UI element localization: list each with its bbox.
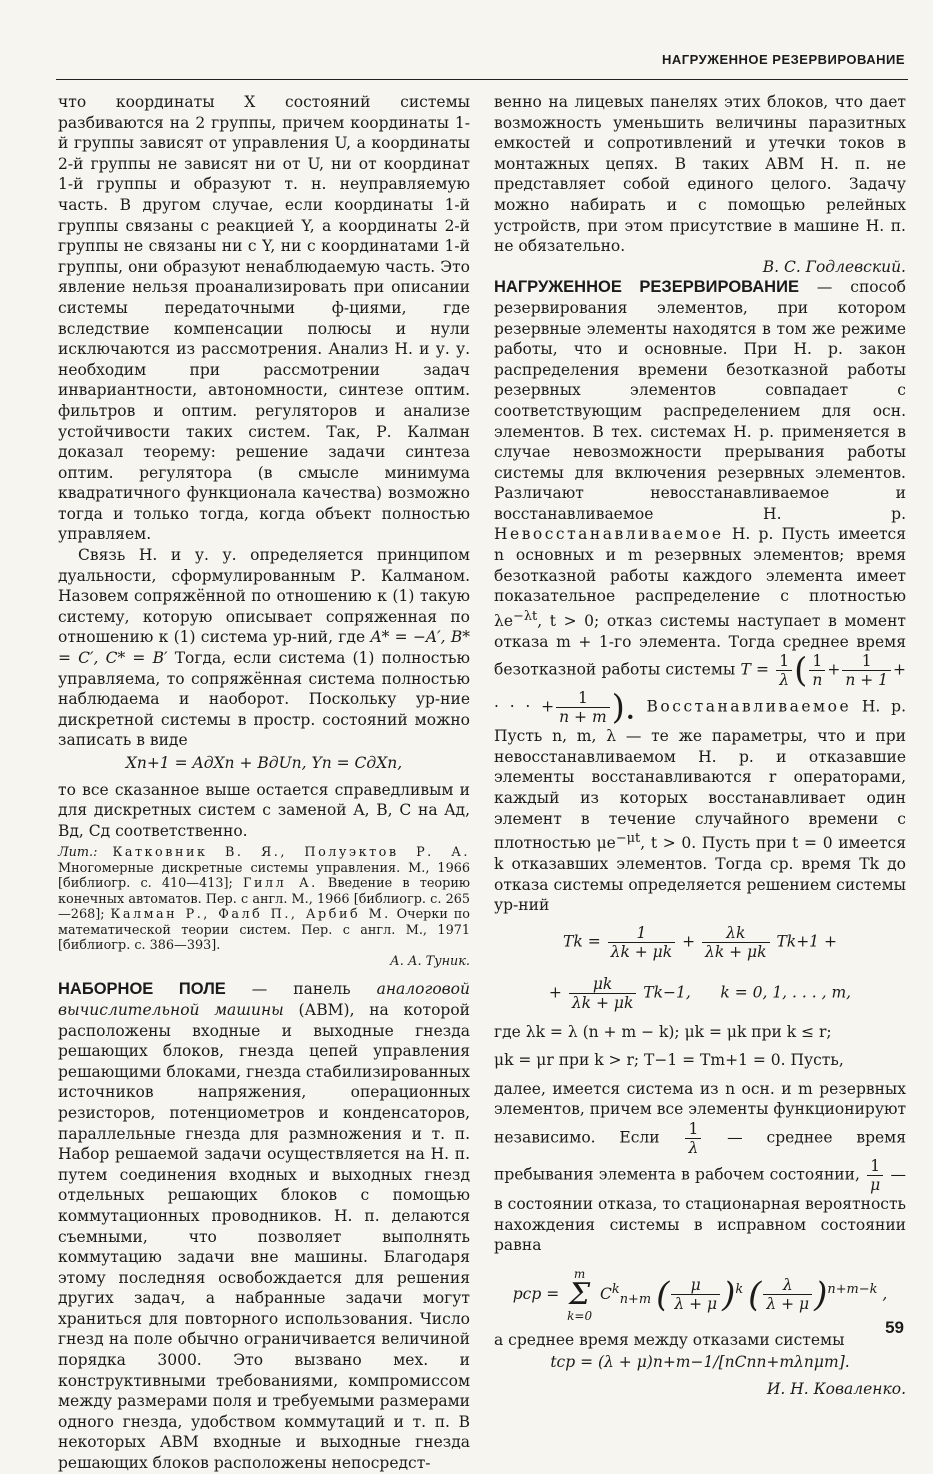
Tk-term-3: Tk−1,: [643, 983, 691, 1002]
lit-signature: А. А. Туник.: [390, 953, 470, 969]
paragraph-nabor-continued: венно на лицевых панелях этих блоков, что дает возможность уменьшить величины паразитных емкостей и сопротивлений и утечки токов в монтажных цепях. В таких АВМ Н. п. не представляет собой единого целого. Задачу можно набирать и с помощью релейных устройств, при этом присутствие в машине Н. п. не обязательно.: [494, 93, 906, 256]
fraction-1-n1: $\frac{1}{n + 1}$: [842, 652, 891, 689]
equation-Tk: Tk = $\frac{1}{\lambda k + \mu k}$ + $\frac{\lambda k}{\lambda k + \mu k}$ Tk+1 +: [563, 923, 837, 961]
fraction-1-n: $\frac{1}{n}$: [809, 652, 825, 689]
paragraph-duality: [58, 545, 470, 751]
paragraph-independent: [494, 1079, 906, 1256]
fraction-1-nm: $\frac{1}{n + m}$: [556, 689, 610, 726]
nagr-exp-2: −μt: [615, 831, 641, 847]
nagr-text-7: — среднее время пребывания элемента в рабочем состоянии,: [494, 1128, 906, 1184]
Tk-range: k = 0, 1, . . . , m,: [720, 983, 852, 1002]
duality-formula: A* = −A′, B* = C′, C* = B′: [58, 628, 470, 668]
nagr-text-2: Н. р. Пусть имеется n основных и m резервных элементов; время безотказной работы каждого элемента имеет показательное распределение с плотностью λe: [494, 525, 906, 630]
right-column: [494, 92, 906, 1400]
header-rule: [56, 79, 908, 80]
nagr-exp-1: −λt: [513, 608, 538, 624]
duality-text-b: Тогда, если система (1) полностью управляема, то сопряжённая система полностью наблюдаема и наоборот. Поскольку ур-ние дискретной системы в простр. состояний можно записать в виде: [58, 649, 470, 750]
binomial-C: C: [600, 1284, 612, 1303]
Tk-fraction-3: $\frac{\mu k}{\lambda k + \mu k}$: [569, 975, 637, 1012]
equation-Tk-line2: + $\frac{\mu k}{\lambda k + \mu k}$ Tk−1, k = 0, 1, . . . , m,: [548, 974, 852, 1012]
duality-text-a: Связь Н. и у. у. определяется принципом дуальности, сформулированным Р. Калманом. Назовем сопряжённой по отношению к (1) такую систему, которую описывает сопряженная по отношению к (1) система ур-ний, где: [58, 546, 470, 647]
signature-kovalenko: И. Н. Коваленко.: [766, 1380, 906, 1399]
paren-close: ).: [611, 687, 636, 728]
sum-symbol: m Σ k=0: [567, 1266, 593, 1323]
nagr-vosst: Восстанавливаемое: [646, 697, 852, 716]
paragraph-discrete: то все сказанное выше остается справедливым и для дискретных систем с заменой A, B, C на Aд, Bд, Cд соответственно.: [58, 780, 470, 840]
nabor-dash: — панель: [225, 980, 377, 999]
nagr-text-3: , t > 0; отказ системы наступает в момент отказа m + 1-го элемента. Тогда среднее время безотказной работы системы: [494, 612, 906, 679]
paren-open: (: [794, 650, 808, 691]
fraction-1-lambda-b: $\frac{1}{\lambda}$: [685, 1120, 701, 1157]
Tk-fraction-2: $\frac{\lambda k}{\lambda k + \mu k}$: [702, 924, 770, 961]
headword-nagruzhennoe: НАГРУЖЕННОЕ РЕЗЕРВИРОВАНИЕ: [494, 278, 799, 297]
lit-label: Лит.:: [58, 845, 98, 861]
p-cp-lhs: pср =: [512, 1284, 560, 1303]
lit-text-1: Многомерные дискретные системы управления. М., 1966 [библиогр. с. 410—413];: [58, 860, 470, 892]
nagr-text-8: — в состоянии отказа, то стационарная вероятность нахождения системы в исправном состоянии равна: [494, 1165, 906, 1255]
fraction-1-mu: $\frac{1}{\mu}$: [867, 1157, 883, 1194]
discrete-system-formula: Xn+1 = AдXn + BдUn, Yn = CдXn,: [125, 754, 403, 772]
lit-text-2: Введение в теорию конечных автоматов. Пер. с англ. М., 1966 [библиогр. с. 265—268];: [58, 876, 470, 923]
T-lhs: T =: [740, 660, 769, 679]
entry-nagruzhennoe: НАГРУЖЕННОЕ РЕЗЕРВИРОВАНИЕ — способ резервирования элементов, при котором резервные элементы находятся в том же режиме работы, что и основные. При Н. р. закон распределения времени безотказной работы резервных элементов совпадает с соответствующим распределением для осн. элементов. В тех. системах Н. р. применяется в случае невозможности прерывания работы системы для включения резервных элементов. Различают невосстанавливаемое и восстанавливаемое Н. р. Невосстанавливаемое Н. р. Пусть имеется n основных и m резервных элементов; время безотказной работы каждого элемента имеет показательное распределение с плотностью $\lambda e^{-\lambda t}$, t > 0; отказ системы наступает в момент отказа m + 1-го элемента. Тогда среднее время безотказной работы системы T = $\frac{1}{\lambda}$ ( $\frac{1}{n}$ + $\frac{1}{n + 1}$ + · · · + $\frac{1}{n + m}$ ). Восстанавливаемое Н. р. Пусть n, m, λ — те же параметры, что и при невосстанавливаемом Н. р. и отказавшие элементы восстанавливаются r операторами, каждый из которых восстанавливает один элемент в течение случайного времени с плотностью $\mu e^{-\mu t}$, t > 0. Пусть при t = 0 имеется k отказавших элементов. Тогда ср. время Tk до отказа системы определяется решением системы ур-ний: [494, 278, 906, 915]
lit-author-2: Гилл А.: [243, 876, 318, 892]
lit-author-3: Калман Р., Фалб П., Арбиб М.: [110, 907, 391, 923]
where-line-1: где λk = λ (n + m − k); μk = μk при k ≤ r;: [494, 1022, 832, 1041]
nabor-italic: аналоговой вычислительной машины: [58, 980, 470, 1019]
entry-nabor-pole: [58, 979, 470, 1473]
bibliography: [58, 845, 470, 969]
dots: + · · · +: [494, 660, 906, 716]
Tk-lhs: Tk =: [563, 932, 601, 951]
paragraph-observability: что координаты X состояний системы разбиваются на 2 группы, причем координаты 1-й группы зависят от управления U, а координаты 2-й группы не зависят ни от U, ни от координат 1-й группы и образуют т. н. неуправляемую часть. В другом случае, если координаты 1-й группы связаны с реакцией Y, а координаты 2-й группы не связаны ни с Y, ни с координатами 1-й группы, они образуют ненаблюдаемую часть. Это явление нельзя проанализировать при описании системы передаточными ф-циями, где вследствие компенсации полюсы и нули исключаются из рассмотрения. Анализ Н. и у. у. необходим при рассмотрении задач инвариантности, автономности, синтезе оптим. фильтров и оптим. регуляторов и анализе устойчивости таких систем. Так, Р. Калман доказал теорему: решение задачи синтеза оптим. регулятора (в смысле минимума квадратичного функционала качества) возможно тогда и только тогда, когда объект полностью управляем.: [58, 93, 470, 544]
lit-author-1: Катковник В. Я., Полуэктов Р. А.: [112, 845, 470, 861]
nagr-text-5: , t > 0. Пусть при t = 0 имеется k отказавших элементов. Тогда ср. время Tk до отказа системы определяется решением системы ур-ний: [494, 834, 906, 915]
paragraph-mean-time: а среднее время между отказами системы: [494, 1330, 845, 1349]
running-title: НАГРУЖЕННОЕ РЕЗЕРВИРОВАНИЕ: [661, 52, 905, 67]
equation-p-cp: pср = m Σ k=0 $C^k_{n+m}$ ( $\frac{\mu}{\lambda + \mu}$ )$^k$ ( $\frac{\lambda}{\lambda + \mu}$ )$^{n+m-k}$ ,: [512, 1266, 888, 1323]
nagr-text-4: Н. р. Пусть n, m, λ — те же параметры, что и при невосстанавливаемом Н. р. и отказавшие элементы восстанавливаются r операторами, каждый из которых восстанавливает один элемент в течение случайного времени с плотностью μe: [494, 697, 906, 853]
where-line-2: μk = μr при k > r; T−1 = Tm+1 = 0. Пусть,: [494, 1051, 844, 1070]
nagr-nevosst: Невосстанавливаемое: [494, 525, 724, 544]
nabor-body: (АВМ), на которой расположены входные и выходные гнезда решающих блоков, гнезда цепей управления решающими блоками, гнезда стабилизированных источников напряжения, операционных резисторов, потенциометров и конденсаторов, параллельные гнезда для размножения и т. п. Набор решаемой задачи осуществляется на Н. п. путем соединения входных и выходных гнезд отдельных решающих блоков с помощью коммутационных проводников. Н. п. делаются съемными, что позволяет выполнять коммутацию задачи вне машины. Благодаря этому последняя освобождается для решения других задач, а набранные задачи могут храниться для повторного использования. Число гнезд на поле обычно ограничивается величиной порядка 3000. Это вызвано мех. и конструктивными требованиями, компромиссом между размерами поля и требуемыми размерами одного гнезда, удобством коммутаций и т. п. В некоторых АВМ входные и выходные гнезда решающих блоков расположены непосредст-: [58, 1000, 470, 1473]
signature-godlevsky: В. С. Годлевский.: [762, 257, 906, 276]
fraction-1-lambda-a: $\frac{1}{\lambda}$: [776, 652, 792, 689]
t-cp-formula: tср = (λ + μ)n+m−1/[nCnn+mλnμm].: [550, 1353, 850, 1372]
nagr-text-6: далее, имеется система из n осн. и m резервных элементов, причем все элементы функционируют независимо. Если: [494, 1079, 907, 1147]
Tk-term-2: Tk+1 +: [776, 932, 837, 951]
left-column: [58, 92, 470, 1474]
Tk-fraction-1: $\frac{1}{\lambda k + \mu k}$: [608, 924, 676, 961]
lit-text-3: Очерки по математической теории систем. Пер. с англ. М., 1971 [библиогр. с. 386—393].: [58, 907, 470, 954]
p-cp-fraction-1: $\frac{\mu}{\lambda + \mu}$: [671, 1276, 720, 1313]
nagr-text-1: — способ резервирования элементов, при котором резервные элементы находятся в том же режиме работы, что и основные. При Н. р. закон распределения времени безотказной работы резервных элементов совпадает с соответствующим распределением для осн. элементов. В тех. системах Н. р. применяется в случае невозможности прерывания работы системы для включения резервных элементов. Различают невосстанавливаемое и восстанавливаемое Н. р.: [494, 278, 906, 523]
p-cp-fraction-2: $\frac{\lambda}{\lambda + \mu}$: [763, 1276, 812, 1313]
page-number: 59: [885, 1318, 904, 1337]
headword-nabor-pole: НАБОРНОЕ ПОЛЕ: [58, 980, 226, 999]
